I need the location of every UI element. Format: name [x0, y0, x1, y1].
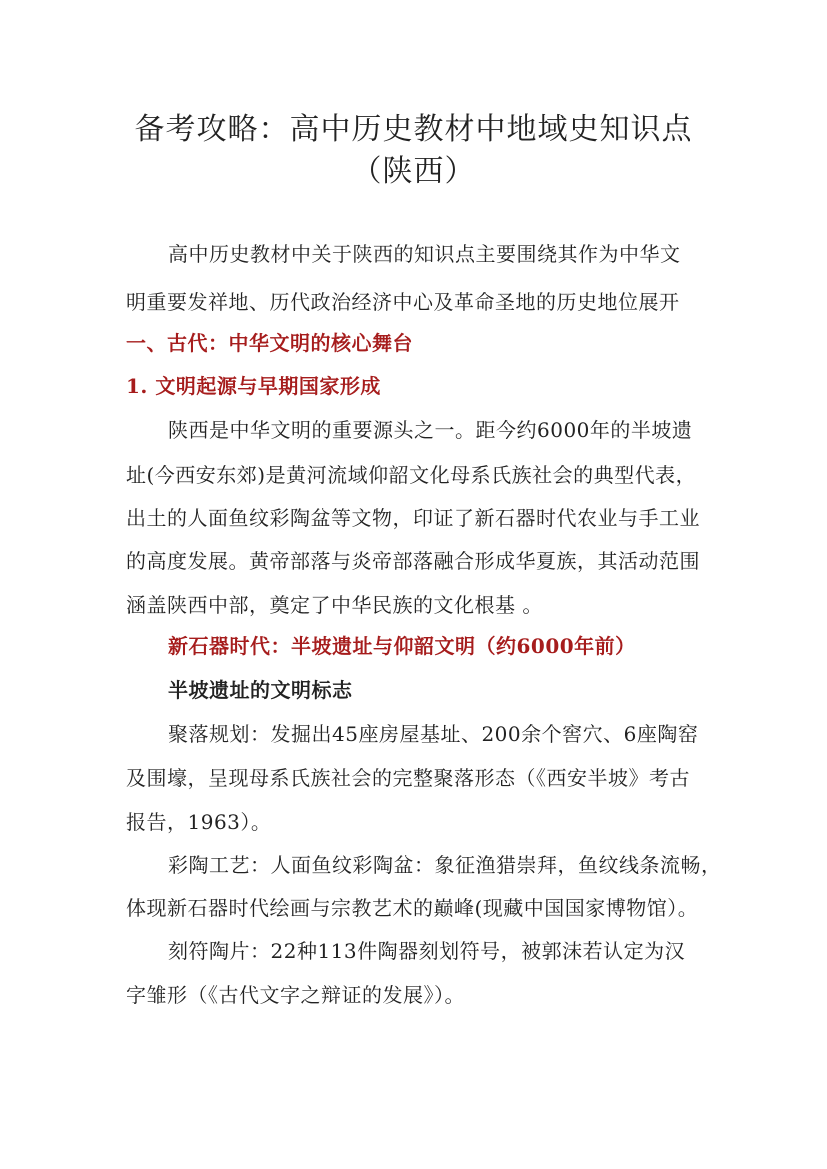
document-title-line-1: 备考攻略：高中历史教材中地域史知识点 — [134, 112, 693, 147]
paragraph-line: 涵盖陕西中部，奠定了中华民族的文化根基 。 — [126, 593, 543, 617]
settlement-line: 报告，1963）。 — [126, 810, 272, 834]
pottery-line: 体现新石器时代绘画与宗教艺术的巅峰(现藏中国国家博物馆）。 — [126, 896, 699, 920]
intro-line-1: 高中历史教材中关于陕西的知识点主要围绕其作为中华文 — [168, 242, 681, 266]
document-title-line-2: （陕西） — [351, 154, 476, 189]
pottery-line: 彩陶工艺：人面鱼纹彩陶盆：象征渔猎崇拜，鱼纹线条流畅， — [168, 853, 722, 877]
carved-shard-line: 字雏形（《古代文字之辩证的发展》）。 — [126, 983, 465, 1007]
paragraph-line: 出土的人面鱼纹彩陶盆等文物，印证了新石器时代农业与手工业 — [126, 506, 700, 530]
subsection-heading-origins: 1. 文明起源与早期国家形成 — [126, 374, 381, 398]
intro-line-2: 明重要发祥地、历代政治经济中心及革命圣地的历史地位展开 — [126, 290, 680, 314]
era-heading-neolithic: 新石器时代：半坡遗址与仰韶文明（约6000年前） — [168, 634, 636, 658]
settlement-line: 及围壕，呈现母系氏族社会的完整聚落形态（《西安半坡》考古 — [126, 766, 690, 790]
carved-shard-line: 刻符陶片：22种113件陶器刻划符号，被郭沫若认定为汉 — [168, 939, 686, 963]
paragraph-line: 的高度发展。黄帝部落与炎帝部落融合形成华夏族，其活动范围 — [126, 549, 700, 573]
paragraph-line: 址(今西安东郊)是黄河流域仰韶文化母系氏族社会的典型代表， — [126, 463, 697, 487]
banpo-heading: 半坡遗址的文明标志 — [168, 678, 353, 702]
section-heading-ancient: 一、古代：中华文明的核心舞台 — [126, 331, 413, 355]
settlement-line: 聚落规划：发掘出45座房屋基址、200余个窖穴、6座陶窑 — [168, 722, 699, 746]
paragraph-line: 陕西是中华文明的重要源头之一。距今约6000年的半坡遗 — [168, 418, 693, 442]
